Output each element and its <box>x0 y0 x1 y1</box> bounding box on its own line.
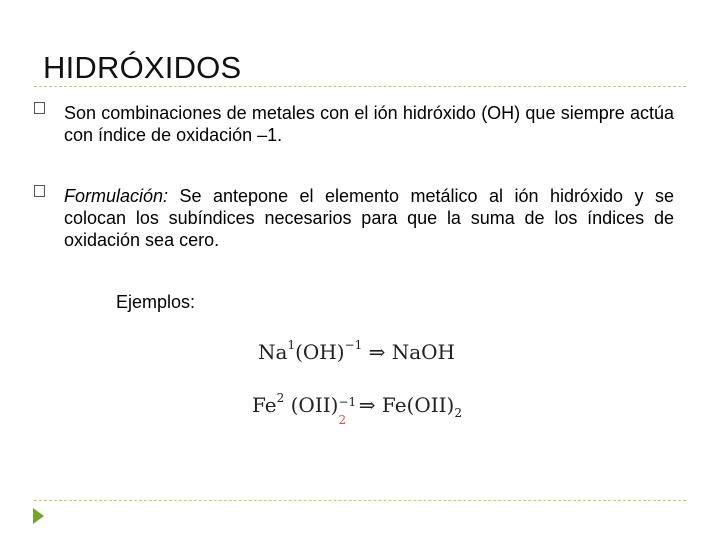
slide-title: HIDRÓXIDOS <box>43 50 242 85</box>
bullet-item-1 <box>34 102 674 146</box>
play-triangle-icon <box>33 508 44 524</box>
formula-feoh <box>252 391 462 427</box>
examples-label: Ejemplos: <box>116 292 196 312</box>
formula-result: NaOH <box>391 340 455 364</box>
formula-group-oxidation: −1 <box>338 395 357 409</box>
formula-result-subscript: 2 <box>454 406 462 420</box>
bullet-text <box>64 185 674 251</box>
formula-result: Fe(OII) <box>381 393 455 417</box>
bullet-label: Formulación: <box>64 186 169 206</box>
formula-group-subscript: 2 <box>338 413 347 427</box>
formula-group: (OH) <box>295 340 345 364</box>
formula-group: (OII) <box>290 393 339 417</box>
bullet-square-icon <box>34 185 45 197</box>
implies-arrow-icon: ⇒ <box>358 393 376 417</box>
formula-naoh <box>258 340 455 364</box>
formula-element: Fe <box>252 393 277 417</box>
formula-oxidation: 1 <box>287 338 296 352</box>
bullet-text: Son combinaciones de metales con el ión hidróxido (OH) que siempre actúa con índice de oxidación –1. <box>64 103 674 145</box>
formula-element: Na <box>258 340 288 364</box>
divider-bottom <box>34 500 686 501</box>
implies-arrow-icon: ⇒ <box>368 340 386 364</box>
formula-group-oxidation: −1 <box>344 338 363 352</box>
bullet-item-2 <box>34 185 674 251</box>
divider-top <box>34 86 686 87</box>
bullet-body: Se antepone el elemento metálico al ión hidróxido y se colocan los subíndices necesarios para que la suma de los índices de oxidación sea cero. <box>64 186 674 250</box>
bullet-square-icon <box>34 102 45 114</box>
formula-oxidation: 2 <box>276 391 285 405</box>
